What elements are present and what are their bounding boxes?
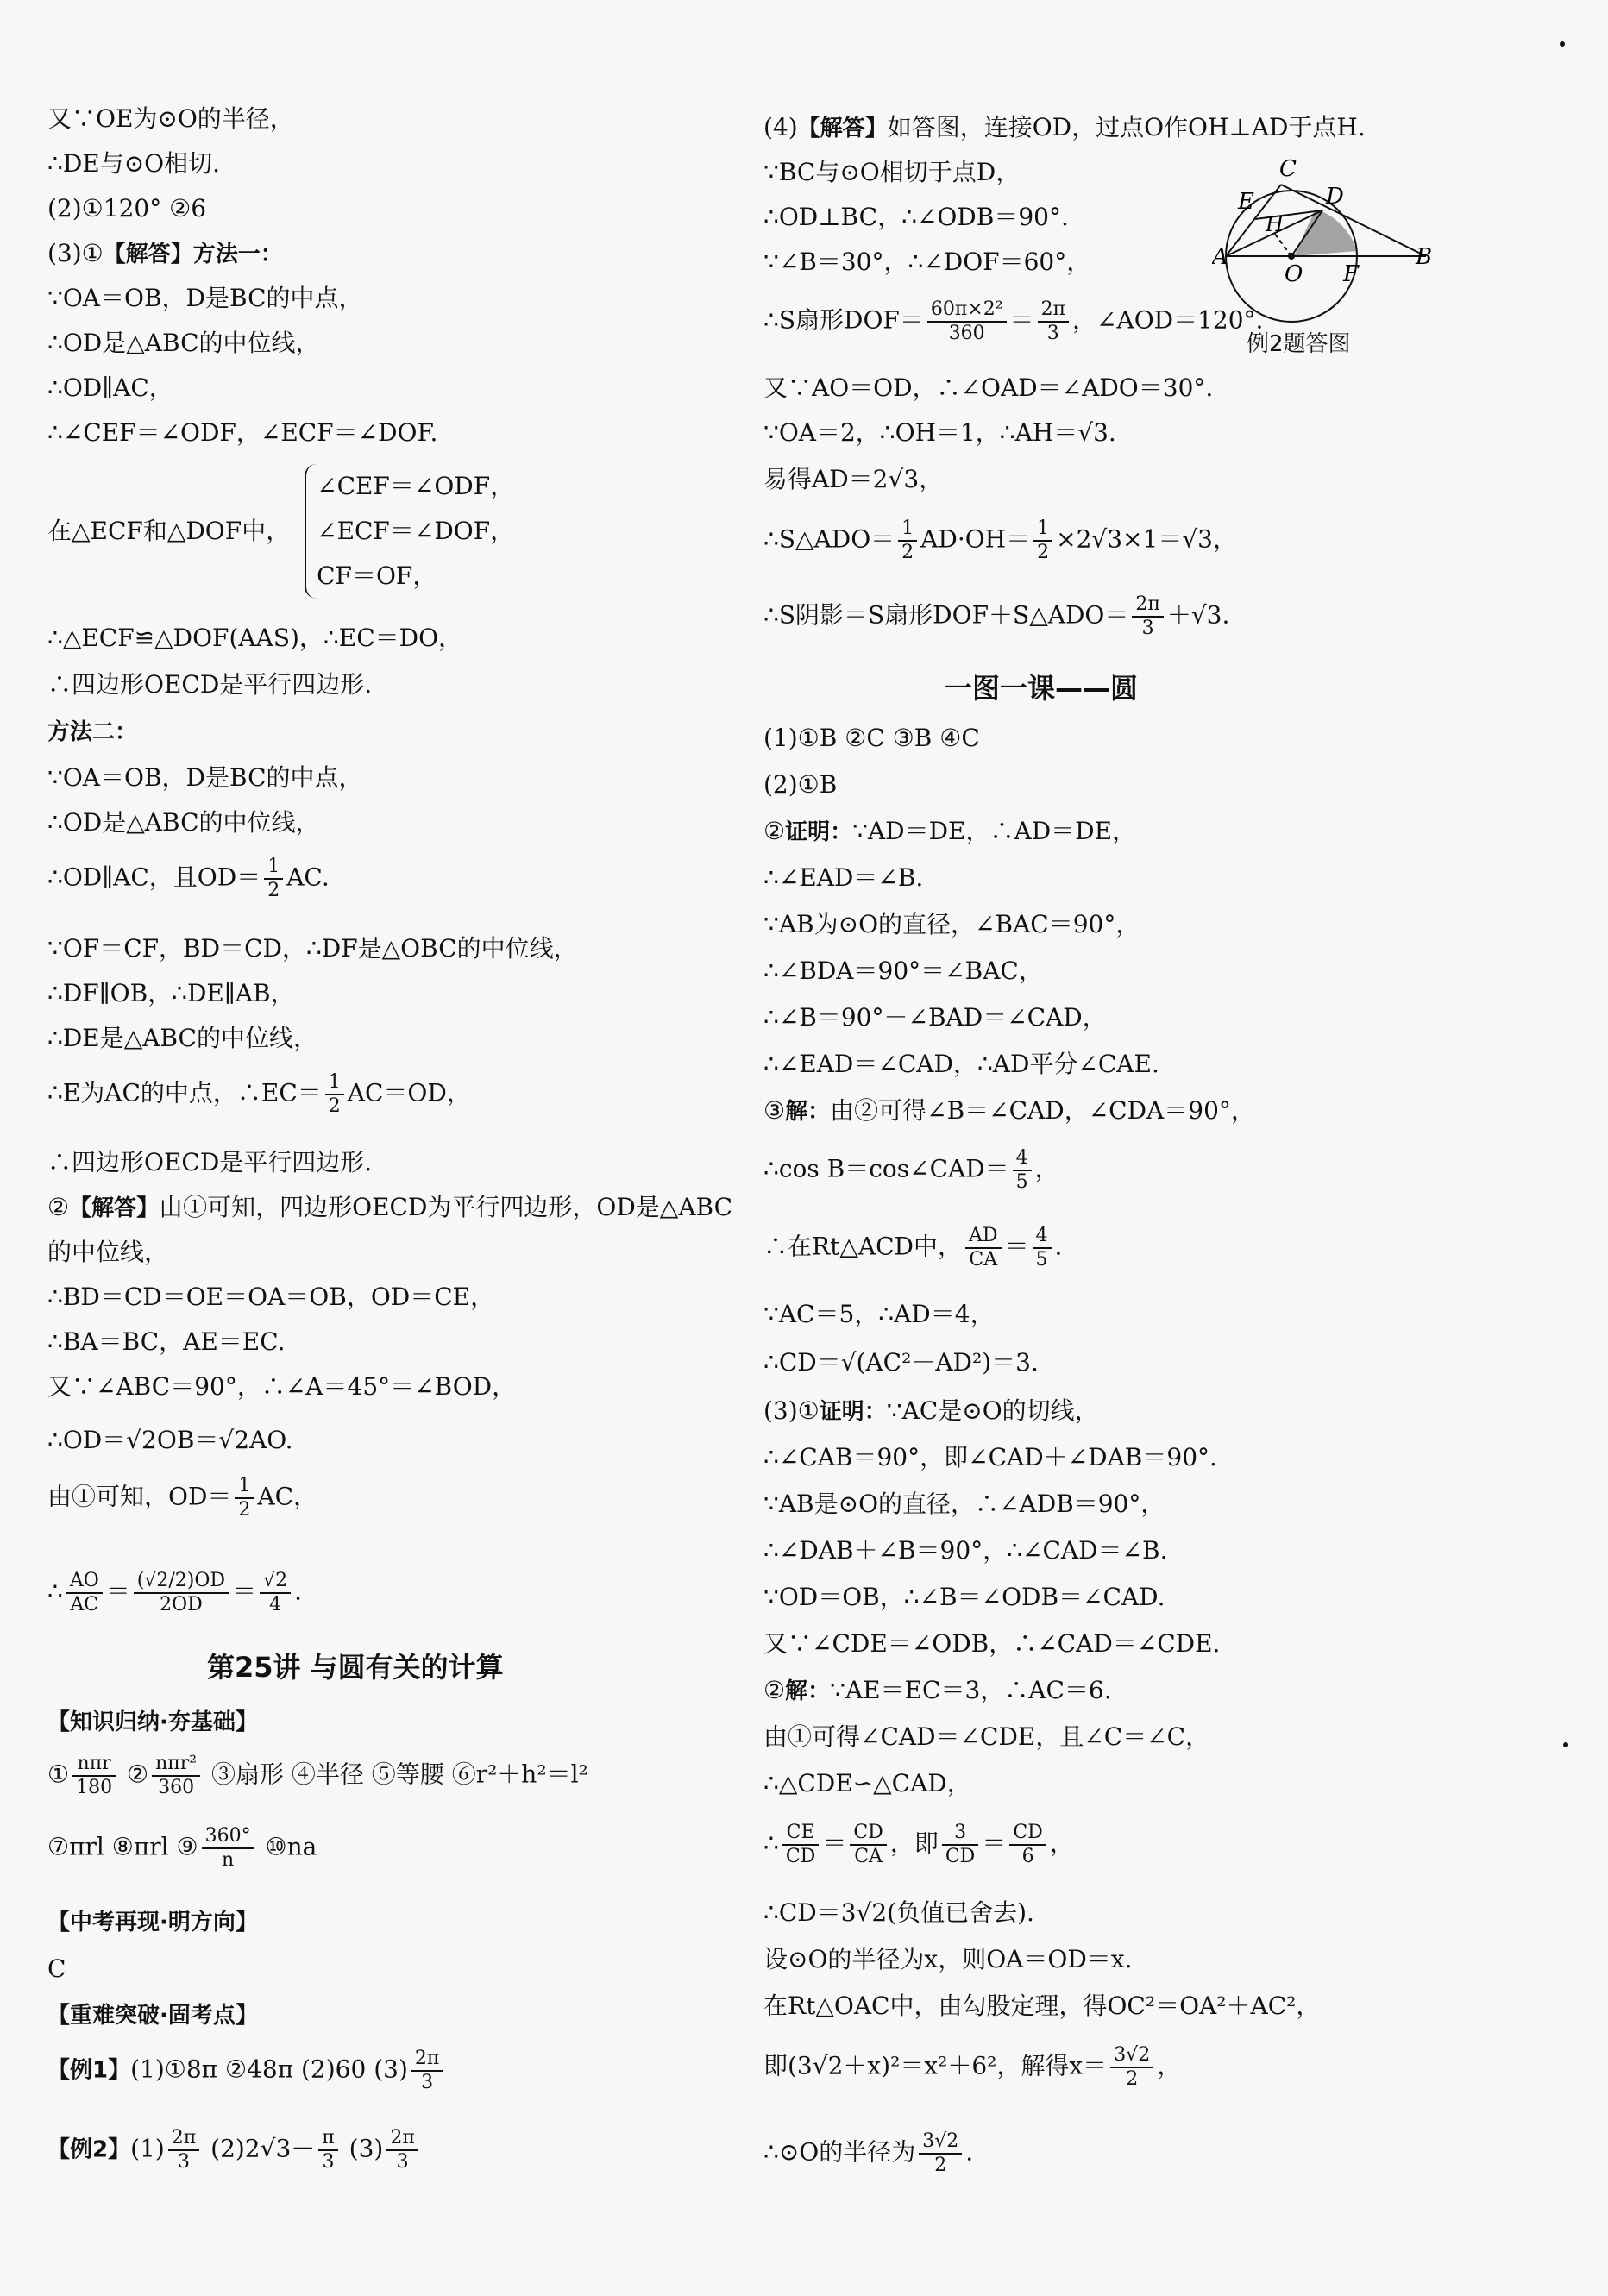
line: ∴ $\frac{CE}{CD}$ ＝ $\frac{CD}{CA}$ ，即 $\frac{3}{CD}$ ＝ $\frac{CD}{6}$ ， (763, 1822, 1074, 1867)
fraction: $\frac{1}{2}$ (1033, 518, 1052, 564)
label-o: O (1285, 261, 1303, 287)
line: ③解：由②可得∠B＝∠CAD，∠CDA＝90°， (763, 1096, 1255, 1125)
case-system: 在△ECF和△DOF中， ∠CEF＝∠ODF， ∠ECF＝∠DOF， CF＝OF， (47, 464, 514, 599)
line: ∴DF∥OB，∴DE∥AB， (47, 979, 295, 1007)
line: 又∵AO＝OD，∴∠OAD＝∠ADO＝30°. (763, 373, 1214, 402)
line: ∴∠EAD＝∠B. (763, 863, 924, 892)
line: (3)①【解答】方法一： (47, 239, 283, 267)
line: (2)①B (763, 770, 838, 799)
line: 又∵OE为⊙O的半径， (47, 104, 294, 133)
line: ②证明：∵AD＝DE，∴AD＝DE， (763, 817, 1137, 845)
label-h: H (1266, 212, 1284, 236)
fraction: $\frac{CE}{CD}$ (782, 1822, 819, 1868)
section-head: 【知识归纳·夯基础】 (47, 1709, 258, 1735)
line: ∴四边形OECD是平行四边形. (47, 670, 373, 699)
fraction: $\frac{2\pi}{3}$ (168, 2127, 199, 2174)
fraction: $\frac{3√2}{2}$ (1110, 2044, 1153, 2091)
line-oh (1274, 233, 1291, 256)
fraction: $\frac{1}{2}$ (235, 1475, 254, 1521)
line: 由①可知，OD＝ $\frac{1}{2}$ AC， (47, 1475, 318, 1521)
label-e: E (1238, 189, 1254, 215)
margin-dot (1560, 41, 1565, 47)
line: (3)①证明：∵AC是⊙O的切线， (763, 1396, 1099, 1425)
fraction: $\frac{\text{60π×2²}}{360}$ (927, 298, 1007, 345)
line: ∴S△ADO＝ $\frac{1}{2}$ AD·OH＝ $\frac{1}{2}$ ×2√3×1＝√3， (763, 518, 1237, 563)
fraction: $\frac{CD}{CA}$ (850, 1822, 886, 1868)
line: ∵OD＝OB，∴∠B＝∠ODB＝∠CAD. (763, 1583, 1165, 1611)
line: ∴BA＝BC，AE＝EC. (47, 1327, 286, 1356)
fraction: $\frac{2\pi}{3}$ (411, 2048, 443, 2094)
line: ∴∠EAD＝∠CAD，∴AD平分∠CAE. (763, 1050, 1159, 1078)
line: ∴△CDE∽△CAD， (763, 1769, 971, 1797)
margin-dot (1563, 1742, 1568, 1747)
fraction: $\frac{1}{2}$ (325, 1071, 344, 1118)
line: 又∵∠CDE＝∠ODB，∴∠CAD＝∠CDE. (763, 1629, 1221, 1658)
label-b: B (1416, 244, 1433, 270)
line: 的中位线， (47, 1238, 169, 1266)
fraction: $\frac{(√2/2)OD}{2OD}$ (134, 1570, 229, 1616)
line: ∴OD是△ABC的中位线， (47, 808, 320, 837)
fraction: $\frac{\pi}{3}$ (318, 2127, 337, 2174)
fraction: $\frac{4}{5}$ (1033, 1225, 1052, 1271)
line: (2)①120° ②6 (47, 194, 207, 223)
line: (4)【解答】如答图，连接OD，过点O作OH⊥AD于点H. (763, 113, 1366, 141)
line: ∵AB是⊙O的直径，∴∠ADB＝90°， (763, 1490, 1165, 1518)
line: ∴S扇形DOF＝ $\frac{\text{60π×2²}}{360}$ ＝ $\frac{2\pi}{3}$ ，∠AOD＝120°. (763, 298, 1264, 344)
line: ∵∠B＝30°，∴∠DOF＝60°， (763, 248, 1091, 276)
line: ∴E为AC的中点，∴EC＝ $\frac{1}{2}$ AC＝OD， (47, 1071, 471, 1117)
line: ∴DE与⊙O相切. (47, 149, 221, 178)
label-c: C (1279, 156, 1297, 182)
lesson-title: 第25讲 与圆有关的计算 (207, 1651, 504, 1684)
line: ∴S阴影＝S扇形DOF＋S△ADO＝ $\frac{2\pi}{3}$ ＋√3. (763, 593, 1230, 639)
line: ②解：∵AE＝EC＝3，∴AC＝6. (763, 1676, 1112, 1704)
fraction: $\frac{4}{5}$ (1013, 1147, 1032, 1194)
line: ∴ $\frac{AO}{AC}$ ＝ $\frac{(√2/2)OD}{2OD}$ ＝ $\frac{√2}{4}$ . (47, 1570, 302, 1615)
line: ∴OD∥AC， (47, 373, 173, 402)
label-a: A (1212, 244, 1228, 270)
label-f: F (1343, 261, 1360, 287)
fraction: $\frac{\text{nπr²}}{360}$ (152, 1753, 200, 1799)
line: ⑦πrl ⑧πrl ⑨ $\frac{360^\circ}{n}$ ⑩na (47, 1825, 317, 1871)
line: 易得AD＝2√3， (763, 465, 944, 493)
line: 【例1】(1)①8π ②48π (2)60 (3) $\frac{2\pi}{3}$ (47, 2048, 446, 2094)
line: ∵BC与⊙O相切于点D， (763, 158, 1021, 186)
line: ∴OD⊥BC，∴∠ODB＝90°. (763, 203, 1069, 231)
line: ∴∠B＝90°－∠BAD＝∠CAD， (763, 1003, 1107, 1032)
line: ∴∠CEF＝∠ODF，∠ECF＝∠DOF. (47, 418, 438, 447)
line: (1)①B ②C ③B ④C (763, 724, 980, 752)
line: ∴∠BDA＝90°＝∠BAC， (763, 957, 1043, 985)
line: 即(3√2＋x)²＝x²＋6²，解得x＝ $\frac{3√2}{2}$ ， (763, 2044, 1182, 2090)
line: ②【解答】由①可知，四边形OECD为平行四边形，OD是△ABC (47, 1193, 733, 1221)
line: ∴OD是△ABC的中位线， (47, 329, 320, 357)
line: ∴cos B＝cos∠CAD＝ $\frac{4}{5}$ ， (763, 1147, 1059, 1193)
fraction: $\frac{2\pi}{3}$ (386, 2127, 418, 2174)
shaded-region (1294, 209, 1357, 256)
line: C (47, 1954, 66, 1983)
line: ① $\frac{\text{nπr}}{180}$ ② $\frac{\text{nπr²}}{360}$ ③扇形 ④半径 ⑤等腰 ⑥r²＋h²＝l² (47, 1753, 588, 1798)
line: ∴OD＝√2OB＝√2AO. (47, 1426, 293, 1454)
line: ∵AC＝5，∴AD＝4， (763, 1300, 995, 1328)
brace: ∠CEF＝∠ODF， ∠ECF＝∠DOF， CF＝OF， (305, 464, 514, 599)
point-o (1288, 253, 1295, 260)
line: ∵OF＝CF，BD＝CD，∴DF是△OBC的中位线， (47, 934, 578, 963)
line: 又∵∠ABC＝90°，∴∠A＝45°＝∠BOD， (47, 1372, 517, 1401)
line: ∴⊙O的半径为 $\frac{3√2}{2}$ . (763, 2130, 974, 2176)
fraction: $\frac{2\pi}{3}$ (1132, 593, 1163, 640)
fraction: $\frac{2\pi}{3}$ (1038, 298, 1069, 345)
line: ∴∠CAB＝90°，即∠CAD＋∠DAB＝90°. (763, 1443, 1217, 1471)
line: ∵AB为⊙O的直径，∠BAC＝90°， (763, 910, 1140, 938)
fraction: $\frac{3√2}{2}$ (919, 2130, 962, 2177)
section-head: 【重难突破·固考点】 (47, 2003, 258, 2029)
line: ∴CD＝3√2(负值已舍去). (763, 1898, 1034, 1927)
line: 在Rt△OAC中，由勾股定理，得OC²＝OA²＋AC²， (763, 1992, 1321, 2020)
section-title: 一图一课——圆 (945, 672, 1139, 705)
line: ∴△ECF≌△DOF(AAS)，∴EC＝DO， (47, 624, 463, 652)
heading: 方法二： (47, 719, 138, 745)
line: ∵OA＝2，∴OH＝1，∴AH＝√3. (763, 418, 1116, 447)
fraction: $\frac{1}{2}$ (898, 518, 917, 564)
figure-caption: 例2题答图 (1247, 331, 1351, 357)
line: ∴BD＝CD＝OE＝OA＝OB，OD＝CE， (47, 1283, 495, 1311)
line: ∵OA＝OB，D是BC的中点， (47, 284, 363, 312)
fraction: $\frac{AO}{AC}$ (66, 1570, 103, 1616)
line: ∴四边形OECD是平行四边形. (47, 1148, 373, 1176)
section-head: 【中考再现·明方向】 (47, 1910, 258, 1935)
fraction: $\frac{3}{CD}$ (942, 1822, 978, 1868)
line: ∴在Rt△ACD中， $\frac{AD}{CA}$ ＝ $\frac{4}{5}$ . (763, 1225, 1063, 1270)
fraction: $\frac{360^\circ}{n}$ (202, 1825, 254, 1872)
line: 由①可得∠CAD＝∠CDE，且∠C＝∠C， (763, 1722, 1210, 1751)
fraction: $\frac{AD}{CA}$ (965, 1225, 1002, 1271)
line: ∴∠DAB＋∠B＝90°，∴∠CAD＝∠B. (763, 1536, 1168, 1565)
line: ∴OD∥AC，且OD＝ $\frac{1}{2}$ AC. (47, 856, 330, 901)
line: 设⊙O的半径为x，则OA＝OD＝x. (763, 1945, 1133, 1973)
geometry-figure (1212, 155, 1436, 328)
line: ∵OA＝OB，D是BC的中点， (47, 763, 363, 792)
line: ∴CD＝√(AC²－AD²)＝3. (763, 1348, 1039, 1377)
fraction: $\frac{√2}{4}$ (260, 1570, 291, 1616)
line: ∴DE是△ABC的中位线， (47, 1024, 317, 1052)
label-d: D (1326, 184, 1344, 210)
fraction: $\frac{CD}{6}$ (1009, 1822, 1046, 1868)
line: 【例2】(1) $\frac{2\pi}{3}$ (2)2√3－ $\frac{\pi}{3}$ (3) $\frac{2\pi}{3}$ (47, 2127, 422, 2174)
fraction: $\frac{\text{nπr}}{180}$ (72, 1753, 116, 1799)
fraction: $\frac{1}{2}$ (264, 856, 283, 902)
